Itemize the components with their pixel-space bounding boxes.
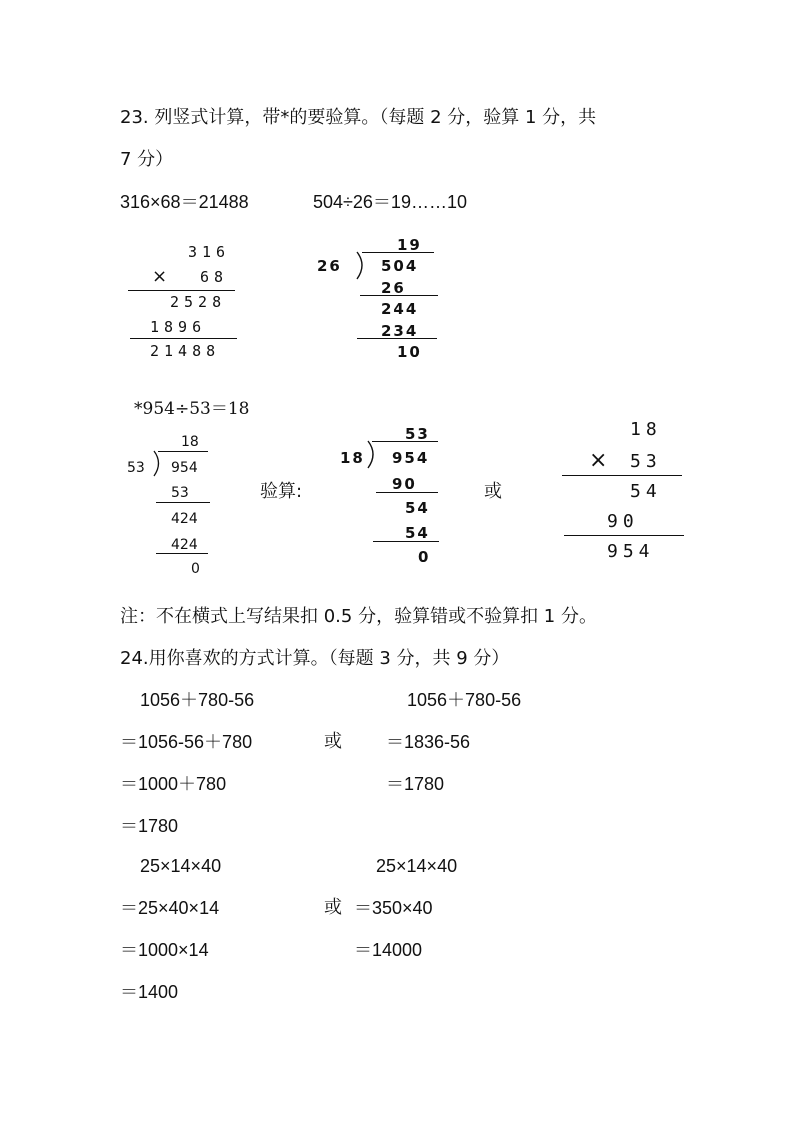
check-div-rule-2 — [373, 541, 439, 542]
times-sign: × — [152, 266, 168, 287]
div-quotient: 19 — [397, 236, 422, 254]
star-div-step-1: 53 — [171, 485, 189, 501]
grading-note: 注：不在横式上写结果扣 0.5 分，验算错或不验算扣 1 分。 — [120, 606, 597, 627]
check-div-step-3: 54 — [405, 524, 430, 542]
star-div-bracket-curve — [152, 450, 164, 478]
p1-left-line-3: ＝1000＋780 — [120, 774, 227, 794]
div-remainder: 10 — [397, 343, 422, 361]
p2-left-line-2: ＝25×40×14 — [120, 898, 220, 918]
div-step-3: 234 — [381, 322, 419, 340]
check-div-step-2: 54 — [405, 499, 430, 517]
p2-left-line-3: ＝1000×14 — [120, 940, 209, 960]
check-div-quotient: 53 — [405, 425, 430, 443]
star-div-rule-2 — [156, 553, 208, 554]
star-div-quotient: 18 — [181, 434, 199, 450]
p1-right-line-2: ＝1836-56 — [386, 732, 471, 752]
q23-title-line2: 7 分） — [120, 149, 174, 170]
check-div-remainder: 0 — [418, 548, 429, 566]
div-step-1: 26 — [381, 279, 406, 297]
q23-div-equation: 504÷26＝19……10 — [313, 192, 467, 212]
p2-right-line-2: ＝350×40 — [354, 898, 433, 918]
p1-right-line-1: 1056＋780-56 — [407, 690, 522, 710]
p2-left-line-4: ＝1400 — [120, 982, 179, 1002]
check-div-rule-1 — [376, 492, 438, 493]
div-rule-2 — [357, 338, 437, 339]
p1-left-line-2: ＝1056-56＋780 — [120, 732, 253, 752]
check-label: 验算: — [260, 481, 303, 502]
div-divisor: 26 — [317, 257, 342, 275]
check-div-step-1: 90 — [392, 475, 417, 493]
star-div-equation: *954÷53＝18 — [134, 399, 250, 419]
star-div-bracket-top — [158, 451, 208, 452]
mult-product: 21488 — [150, 342, 221, 360]
check-div-bracket-top — [372, 441, 438, 442]
div-rule-1 — [360, 295, 438, 296]
p1-right-line-3: ＝1780 — [386, 774, 445, 794]
check-div-bracket-curve — [366, 440, 380, 470]
check-times-sign: × — [589, 448, 608, 473]
q23-mult-equation: 316×68＝21488 — [120, 192, 249, 212]
check-mult-rule-1 — [562, 475, 682, 476]
mult-multiplicand: 316 — [188, 243, 231, 261]
q24-title: 24.用你喜欢的方式计算。（每题 3 分，共 9 分） — [120, 648, 510, 669]
p1-or-label: 或 — [324, 731, 342, 752]
star-div-remainder: 0 — [191, 561, 200, 577]
star-div-step-2: 424 — [171, 511, 198, 527]
mult-multiplier: 68 — [200, 268, 229, 286]
div-dividend: 504 — [381, 257, 419, 275]
p2-right-line-1: 25×14×40 — [376, 856, 458, 876]
star-div-rule-1 — [156, 502, 210, 503]
p2-left-line-1: 25×14×40 — [140, 856, 222, 876]
star-div-step-3: 424 — [171, 537, 198, 553]
mult-rule-2 — [130, 338, 237, 339]
star-div-dividend: 954 — [171, 460, 198, 476]
mult-rule-1 — [128, 290, 235, 291]
q23-title-line1: 23. 列竖式计算，带*的要验算。（每题 2 分，验算 1 分，共 — [120, 107, 597, 128]
check-mult-multiplier: 53 — [630, 451, 662, 472]
p1-left-line-1: 1056＋780-56 — [140, 690, 255, 710]
div-bracket-curve — [355, 251, 369, 281]
p1-left-line-4: ＝1780 — [120, 816, 179, 836]
check-mult-partial-1: 54 — [630, 481, 662, 502]
check-or-label: 或 — [484, 481, 502, 502]
check-mult-partial-2: 90 — [607, 511, 639, 532]
div-bracket-top — [362, 252, 434, 253]
p2-or-label: 或 — [324, 897, 342, 918]
check-mult-product: 954 — [607, 541, 655, 562]
star-div-divisor: 53 — [127, 460, 145, 476]
mult-partial-2: 1896 — [150, 318, 207, 336]
div-step-2: 244 — [381, 300, 419, 318]
check-mult-rule-2 — [564, 535, 684, 536]
p2-right-line-3: ＝14000 — [354, 940, 423, 960]
check-mult-multiplicand: 18 — [630, 419, 662, 440]
check-div-divisor: 18 — [340, 449, 365, 467]
check-div-dividend: 954 — [392, 449, 430, 467]
mult-partial-1: 2528 — [170, 293, 227, 311]
